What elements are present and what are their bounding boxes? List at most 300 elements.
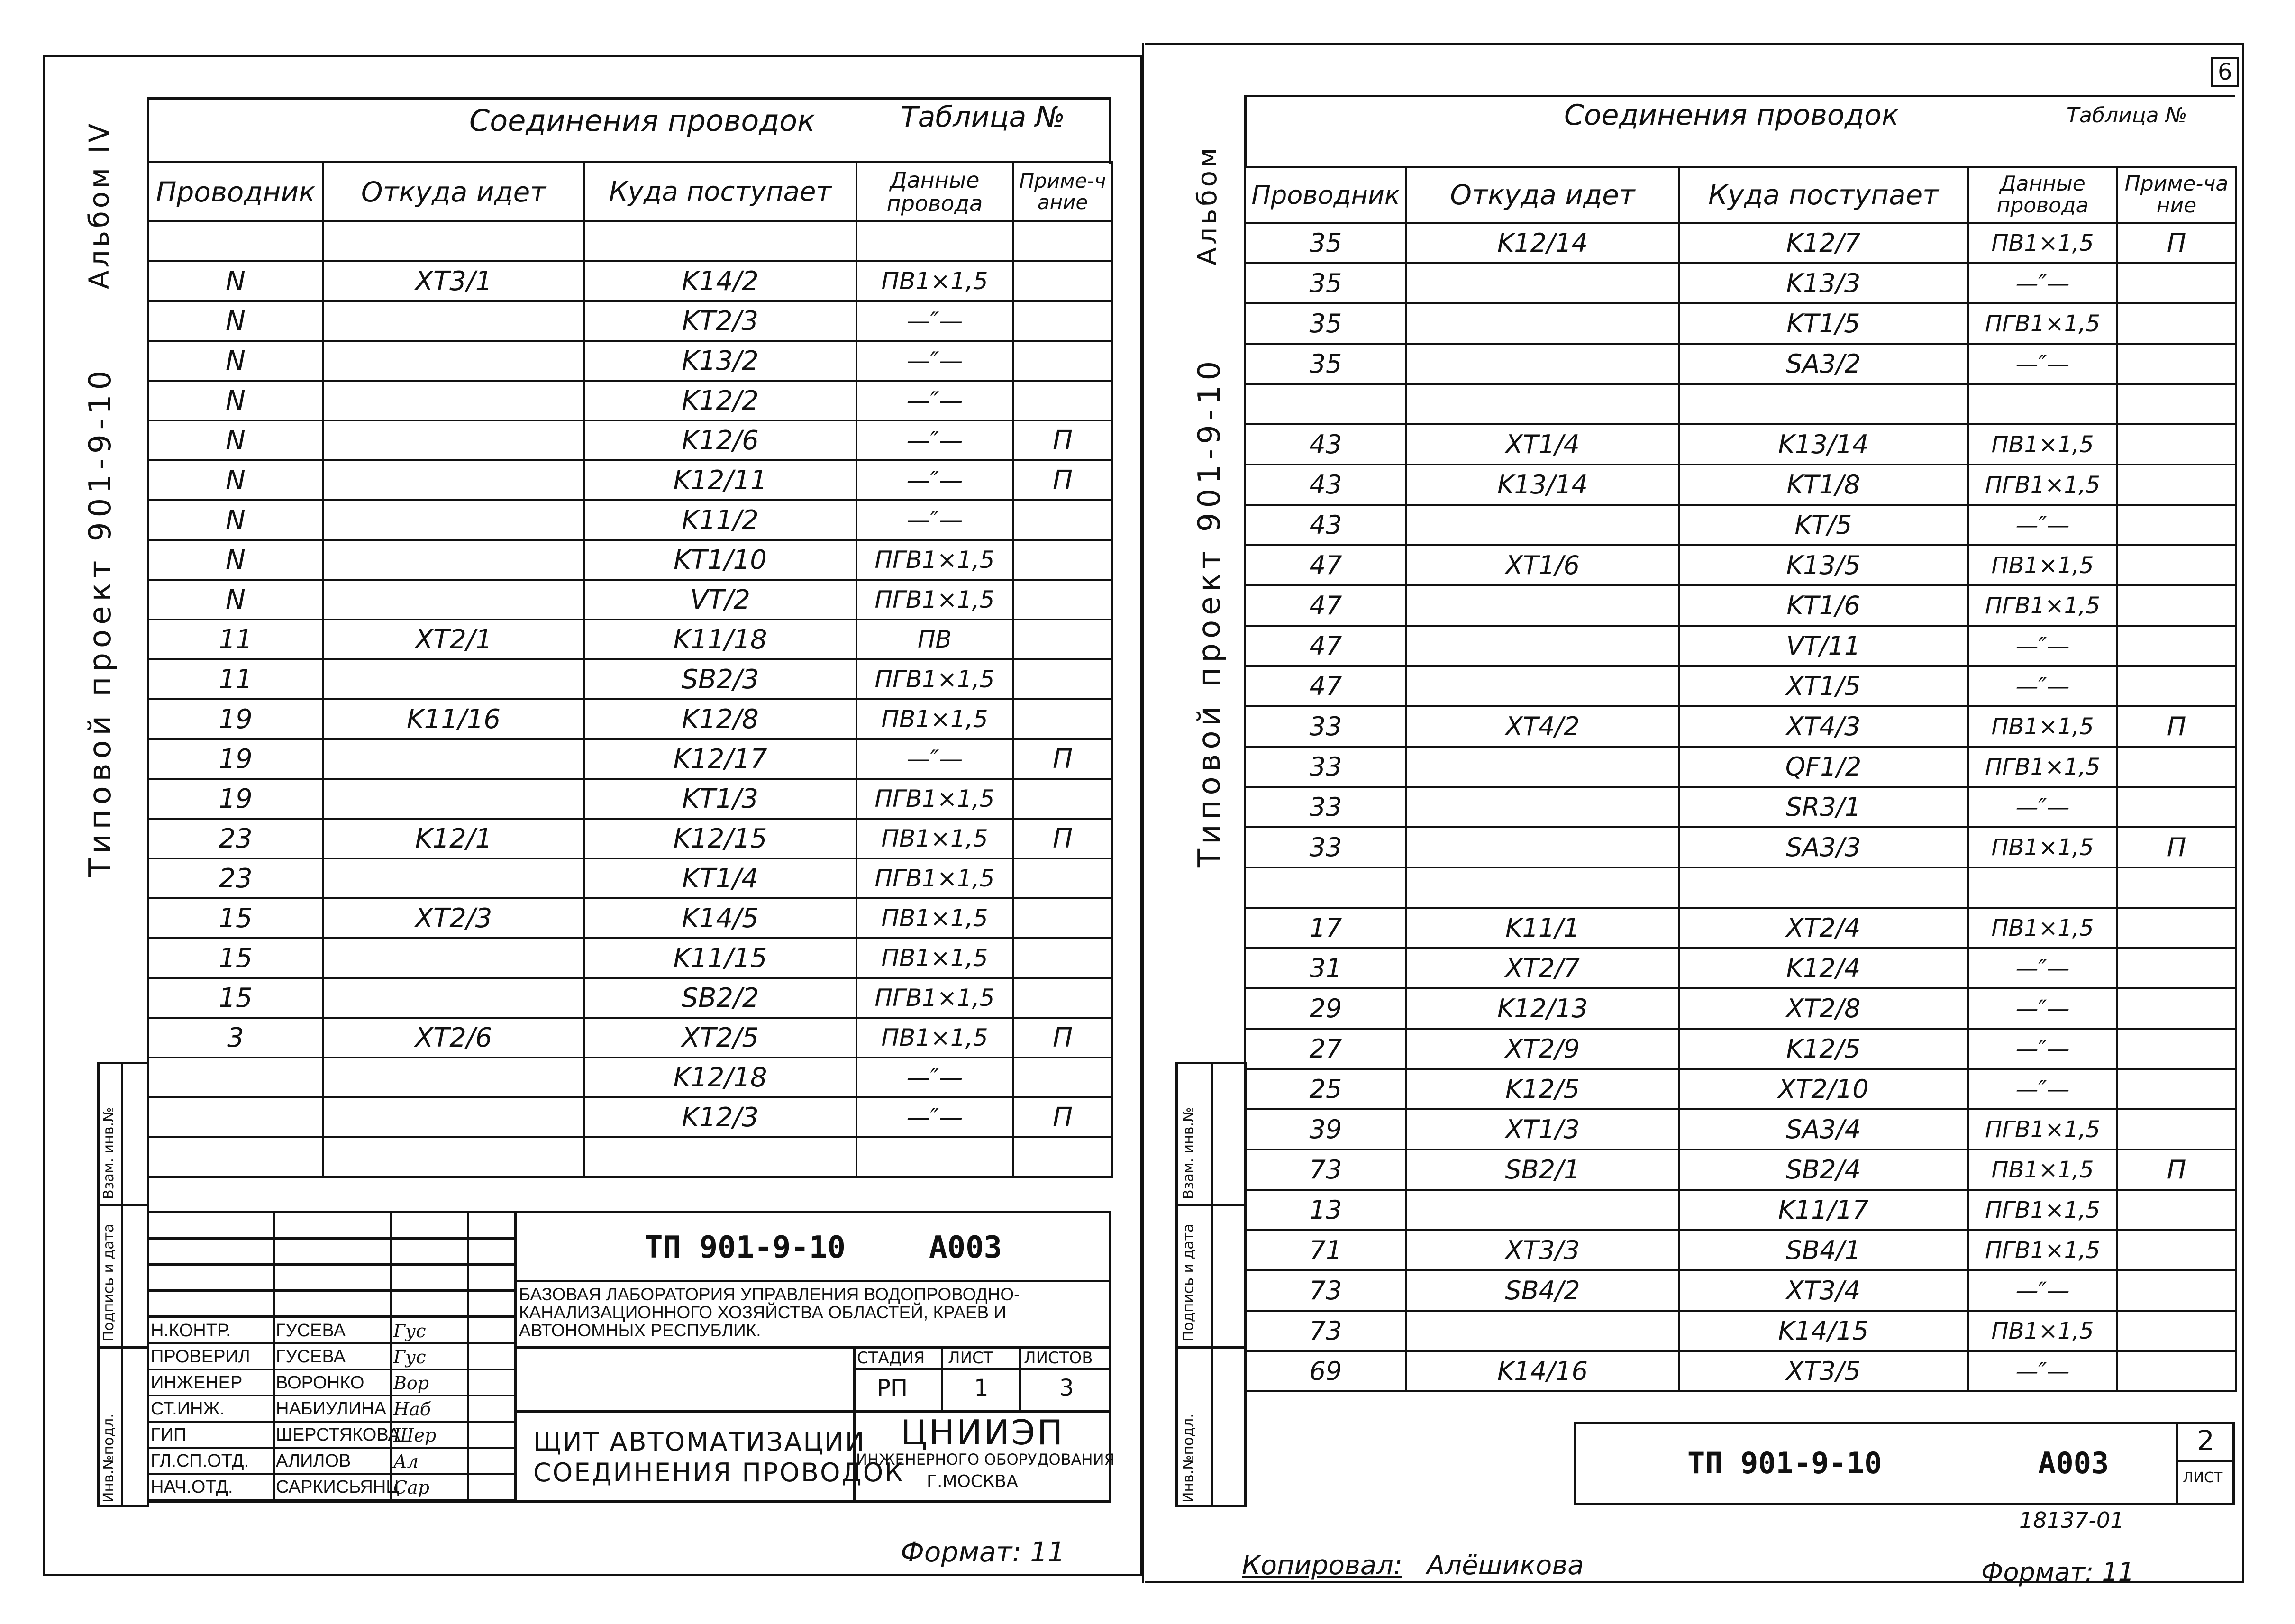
cell-note (2117, 585, 2236, 626)
cell-to: KT1/3 (584, 779, 856, 819)
cell-note (2117, 1230, 2236, 1270)
cell-from: K11/1 (1406, 908, 1679, 948)
cell-from (323, 341, 584, 381)
table-row (1245, 585, 2236, 626)
cell-to: XT2/5 (584, 1018, 856, 1058)
stamp-signature: Гус (393, 1347, 426, 1368)
cell-wire: —″— (856, 739, 1013, 779)
cell-to: XT2/8 (1679, 988, 1968, 1029)
cell-conductor: 71 (1245, 1230, 1406, 1270)
cell-wire (856, 221, 1013, 261)
cell-wire: —″— (856, 1058, 1013, 1097)
cell-from (1406, 263, 1679, 303)
cell-to: K13/2 (584, 341, 856, 381)
cell-to: K14/2 (584, 261, 856, 301)
cell-from: K12/13 (1406, 988, 1679, 1029)
cell-from (1406, 626, 1679, 666)
cell-to: XT1/5 (1679, 666, 1968, 706)
cell-from (323, 301, 584, 341)
table-row (148, 739, 1112, 779)
cell-to (1679, 384, 1968, 424)
cell-note (2117, 1270, 2236, 1311)
cell-wire: ПГВ1×1,5 (1968, 1190, 2117, 1230)
table-row (148, 1058, 1112, 1097)
cell-conductor (1245, 384, 1406, 424)
cell-from: XT2/1 (323, 620, 584, 659)
left-col-note: Приме-чание (1013, 162, 1112, 221)
cell-conductor: 15 (148, 938, 323, 978)
cell-note (1013, 341, 1112, 381)
table-row (1245, 424, 2236, 465)
cell-wire: ПГВ1×1,5 (856, 540, 1013, 580)
cell-note (1013, 620, 1112, 659)
stamp-signature: Ал (393, 1451, 419, 1472)
copied-label: Копировал: (1242, 1550, 1402, 1581)
cell-wire: —″— (1968, 666, 2117, 706)
table-row (148, 1137, 1112, 1177)
cell-to: K12/18 (584, 1058, 856, 1097)
left-stamp-replace: Взам. инв.№ (100, 1107, 117, 1199)
stamp-role: ПРОВЕРИЛ (151, 1347, 250, 1367)
table-row (1245, 1270, 2236, 1311)
cell-to: VT/2 (584, 580, 856, 620)
cell-from (323, 580, 584, 620)
cell-to: K12/4 (1679, 948, 1968, 988)
stamp-signature: Сар (393, 1477, 430, 1498)
table-row (1245, 948, 2236, 988)
table-row (1245, 827, 2236, 867)
cell-from: SB2/1 (1406, 1150, 1679, 1190)
cell-wire: —″— (1968, 1351, 2117, 1391)
table-row (148, 1097, 1112, 1137)
cell-conductor: 43 (1245, 505, 1406, 545)
cell-to: K14/5 (584, 898, 856, 938)
cell-from (323, 858, 584, 898)
cell-to: K12/11 (584, 460, 856, 500)
left-col-from: Откуда идет (323, 162, 584, 221)
cell-from (323, 500, 584, 540)
cell-note (1013, 938, 1112, 978)
table-row (1245, 1069, 2236, 1109)
cell-note: П (2117, 1150, 2236, 1190)
cell-conductor: 31 (1245, 948, 1406, 988)
table-row (1245, 666, 2236, 706)
cell-to: KT1/6 (1679, 585, 1968, 626)
table-row (1245, 1230, 2236, 1270)
cell-conductor: 33 (1245, 706, 1406, 747)
left-stamp-stage: РП (877, 1375, 908, 1401)
cell-wire: ПГВ1×1,5 (1968, 465, 2117, 505)
cell-from (323, 659, 584, 699)
table-row (148, 978, 1112, 1018)
stamp-role: ГИП (151, 1425, 187, 1445)
cell-conductor: N (148, 580, 323, 620)
cell-note (2117, 1190, 2236, 1230)
cell-conductor: N (148, 301, 323, 341)
table-row (148, 779, 1112, 819)
cell-from: XT2/7 (1406, 948, 1679, 988)
cell-wire: ПГВ1×1,5 (856, 580, 1013, 620)
cell-from (1406, 666, 1679, 706)
left-col-wire: Данные провода (856, 162, 1013, 221)
cell-from (323, 540, 584, 580)
left-stamp-org: ЦНИИЭП (901, 1413, 1065, 1452)
cell-conductor: 35 (1245, 223, 1406, 263)
stamp-name: ШЕРСТЯКОВА (276, 1425, 400, 1445)
left-stamp-city: Г.МОСКВА (927, 1472, 1018, 1491)
cell-conductor: 17 (1245, 908, 1406, 948)
left-stamp-album: А003 (929, 1230, 1002, 1265)
left-table-number: Таблица № (901, 100, 1065, 134)
cell-to: K11/17 (1679, 1190, 1968, 1230)
stamp-name: ГУСЕВА (276, 1321, 346, 1341)
right-album-label: Альбом (1192, 145, 1223, 265)
cell-note (1013, 580, 1112, 620)
cell-from (323, 460, 584, 500)
cell-from: XT2/6 (323, 1018, 584, 1058)
cell-wire: ПВ1×1,5 (1968, 706, 2117, 747)
cell-note (2117, 626, 2236, 666)
cell-wire: ПВ1×1,5 (1968, 908, 2117, 948)
cell-from (1406, 344, 1679, 384)
cell-from (1406, 787, 1679, 827)
table-row (1245, 1109, 2236, 1150)
right-table-title: Соединения проводок (1564, 99, 1899, 132)
right-corner-mark: 6 (2211, 57, 2239, 87)
stamp-signature: Вор (393, 1373, 429, 1394)
cell-to: K11/18 (584, 620, 856, 659)
cell-to: SA3/4 (1679, 1109, 1968, 1150)
cell-to: K11/15 (584, 938, 856, 978)
cell-note (2117, 988, 2236, 1029)
cell-wire: ПГВ1×1,5 (1968, 585, 2117, 626)
cell-note (1013, 540, 1112, 580)
right-stamp-sheet: 2 (2197, 1424, 2214, 1457)
cell-from (323, 938, 584, 978)
cell-to: KT1/5 (1679, 303, 1968, 344)
cell-to: KT1/4 (584, 858, 856, 898)
cell-wire: —″— (1968, 344, 2117, 384)
cell-conductor: 73 (1245, 1311, 1406, 1351)
cell-from (323, 221, 584, 261)
cell-wire: ПВ (856, 620, 1013, 659)
cell-to: SB4/1 (1679, 1230, 1968, 1270)
table-row (1245, 1351, 2236, 1391)
right-stamp-inv: Инв.№подл. (1180, 1414, 1197, 1503)
cell-to: SA3/2 (1679, 344, 1968, 384)
cell-from (1406, 585, 1679, 626)
cell-conductor: 13 (1245, 1190, 1406, 1230)
left-stamp-subject: БАЗОВАЯ ЛАБОРАТОРИЯ УПРАВЛЕНИЯ ВОДОПРОВОДНО-КАНАЛИЗАЦИОННОГО ХОЗЯЙСТВА ОБЛАСТЕЙ, КРАЕВ И АВТОНОМНЫХ РЕСПУБЛИК. (519, 1285, 1020, 1340)
cell-to: KT1/10 (584, 540, 856, 580)
table-row (1245, 787, 2236, 827)
cell-from: XT4/2 (1406, 706, 1679, 747)
cell-wire: ПВ1×1,5 (856, 1018, 1013, 1058)
right-stamp-replace: Взам. инв.№ (1180, 1107, 1197, 1199)
table-row (148, 898, 1112, 938)
left-col-conductor: Проводник (148, 162, 323, 221)
cell-wire: ПГВ1×1,5 (1968, 747, 2117, 787)
table-row (148, 659, 1112, 699)
cell-conductor: 3 (148, 1018, 323, 1058)
cell-from (323, 779, 584, 819)
cell-wire: —″— (856, 341, 1013, 381)
cell-from (1406, 505, 1679, 545)
cell-conductor: N (148, 500, 323, 540)
center-divider (1142, 43, 1144, 1583)
right-stamp-code: ТП 901-9-10 (1687, 1446, 1882, 1480)
cell-note: П (1013, 1097, 1112, 1137)
table-row (148, 381, 1112, 420)
cell-conductor: 73 (1245, 1270, 1406, 1311)
stamp-name: НАБИУЛИНА (276, 1399, 386, 1419)
cell-wire: —″— (856, 500, 1013, 540)
cell-note (1013, 779, 1112, 819)
cell-note (2117, 424, 2236, 465)
cell-from: K12/1 (323, 819, 584, 858)
cell-to: K12/2 (584, 381, 856, 420)
cell-conductor: 33 (1245, 747, 1406, 787)
cell-note (1013, 1058, 1112, 1097)
cell-note (1013, 659, 1112, 699)
cell-to: K12/17 (584, 739, 856, 779)
right-stamp (1574, 1422, 2235, 1505)
cell-note (2117, 465, 2236, 505)
cell-to: K12/3 (584, 1097, 856, 1137)
cell-from (323, 1058, 584, 1097)
cell-from: K12/5 (1406, 1069, 1679, 1109)
cell-note: П (1013, 739, 1112, 779)
cell-note: П (1013, 460, 1112, 500)
right-col-note: Приме-чание (2117, 167, 2236, 223)
cell-note (2117, 948, 2236, 988)
cell-to: XT3/5 (1679, 1351, 1968, 1391)
cell-wire: ПВ1×1,5 (1968, 827, 2117, 867)
cell-wire (1968, 384, 2117, 424)
cell-to: K12/6 (584, 420, 856, 460)
cell-wire: ПВ1×1,5 (1968, 424, 2117, 465)
table-row (148, 500, 1112, 540)
table-row (1245, 263, 2236, 303)
cell-wire: —″— (1968, 505, 2117, 545)
cell-from: XT1/6 (1406, 545, 1679, 585)
cell-from (1406, 303, 1679, 344)
cell-conductor: 43 (1245, 424, 1406, 465)
left-stamp-sheet: 1 (974, 1375, 989, 1401)
cell-conductor: 47 (1245, 585, 1406, 626)
stamp-name: АЛИЛОВ (276, 1451, 351, 1471)
right-format: Формат: 11 (1981, 1557, 2135, 1587)
cell-note (2117, 1029, 2236, 1069)
cell-wire: ПВ1×1,5 (856, 699, 1013, 739)
table-row (148, 420, 1112, 460)
cell-note (1013, 699, 1112, 739)
cell-conductor: 25 (1245, 1069, 1406, 1109)
cell-conductor: 11 (148, 620, 323, 659)
cell-from (323, 978, 584, 1018)
right-col-wire: Данные провода (1968, 167, 2117, 223)
table-row (1245, 908, 2236, 948)
cell-note (1013, 500, 1112, 540)
cell-conductor (148, 1137, 323, 1177)
cell-wire: —″— (1968, 988, 2117, 1029)
left-stamp-sheet-label: ЛИСТ (948, 1349, 993, 1368)
table-row (148, 620, 1112, 659)
table-row (148, 938, 1112, 978)
cell-wire: —″— (1968, 263, 2117, 303)
stamp-name: ВОРОНКО (276, 1373, 364, 1393)
cell-from: XT2/9 (1406, 1029, 1679, 1069)
cell-wire (856, 1137, 1013, 1177)
table-row (1245, 223, 2236, 263)
cell-conductor: 19 (148, 699, 323, 739)
cell-from: K12/14 (1406, 223, 1679, 263)
right-table-number: Таблица № (2067, 103, 2187, 128)
cell-conductor: 23 (148, 819, 323, 858)
cell-wire: ПГВ1×1,5 (1968, 1109, 2117, 1150)
cell-to: KT1/8 (1679, 465, 1968, 505)
table-row (148, 301, 1112, 341)
cell-to: SA3/3 (1679, 827, 1968, 867)
left-header-row (148, 162, 1112, 221)
cell-from (323, 381, 584, 420)
table-row (148, 540, 1112, 580)
right-col-to: Куда поступает (1679, 167, 1968, 223)
left-stamp-stage-label: СТАДИЯ (857, 1349, 925, 1368)
cell-wire: —″— (856, 301, 1013, 341)
table-row (148, 858, 1112, 898)
cell-from (323, 420, 584, 460)
cell-note (2117, 1351, 2236, 1391)
left-table-title: Соединения проводок (469, 103, 815, 138)
cell-note (2117, 263, 2236, 303)
cell-conductor: 35 (1245, 344, 1406, 384)
cell-note (1013, 898, 1112, 938)
stamp-role: ИНЖЕНЕР (151, 1373, 243, 1393)
cell-to: K12/8 (584, 699, 856, 739)
cell-from: XT1/3 (1406, 1109, 1679, 1150)
cell-wire: —″— (856, 381, 1013, 420)
cell-wire: ПВ1×1,5 (856, 819, 1013, 858)
table-row (1245, 706, 2236, 747)
cell-note (2117, 666, 2236, 706)
cell-note (1013, 858, 1112, 898)
table-row (148, 221, 1112, 261)
left-stamp-title-1: ЩИТ АВТОМАТИЗАЦИИ (533, 1427, 866, 1457)
table-row (148, 580, 1112, 620)
cell-wire: ПВ1×1,5 (856, 938, 1013, 978)
cell-wire: ПГВ1×1,5 (856, 978, 1013, 1018)
cell-note (1013, 221, 1112, 261)
right-col-from: Откуда идет (1406, 167, 1679, 223)
table-row (148, 460, 1112, 500)
table-row (148, 819, 1112, 858)
table-row (1245, 988, 2236, 1029)
table-row (1245, 303, 2236, 344)
cell-note (2117, 303, 2236, 344)
cell-to: K12/7 (1679, 223, 1968, 263)
left-stamp-org-2: ИНЖЕНЕРНОГО ОБОРУДОВАНИЯ (856, 1451, 1115, 1469)
copied-name: Алёшикова (1427, 1550, 1584, 1581)
cell-to (584, 221, 856, 261)
cell-wire: ПГВ1×1,5 (856, 659, 1013, 699)
left-album-label: Альбом IV (83, 120, 115, 289)
cell-note (2117, 867, 2236, 908)
cell-conductor: N (148, 261, 323, 301)
right-ref: 18137-01 (2019, 1507, 2124, 1533)
cell-conductor: 19 (148, 779, 323, 819)
cell-wire: —″— (856, 460, 1013, 500)
cell-wire: —″— (856, 1097, 1013, 1137)
cell-to: KT/5 (1679, 505, 1968, 545)
cell-wire: —″— (1968, 626, 2117, 666)
cell-conductor: 23 (148, 858, 323, 898)
table-row (1245, 545, 2236, 585)
cell-to: K12/5 (1679, 1029, 1968, 1069)
cell-conductor: 47 (1245, 626, 1406, 666)
cell-wire: ПГВ1×1,5 (1968, 303, 2117, 344)
cell-note (1013, 301, 1112, 341)
cell-note (1013, 1137, 1112, 1177)
table-row (148, 1018, 1112, 1058)
cell-conductor: 15 (148, 898, 323, 938)
cell-note: П (2117, 827, 2236, 867)
cell-conductor: 69 (1245, 1351, 1406, 1391)
cell-note (2117, 1109, 2236, 1150)
left-stamp-code: ТП 901-9-10 (645, 1230, 846, 1265)
left-stamp-sheets: 3 (1059, 1375, 1074, 1401)
left-project-label: Типовой проект 901-9-10 (83, 365, 118, 877)
cell-conductor: 73 (1245, 1150, 1406, 1190)
cell-note: П (2117, 706, 2236, 747)
table-row (148, 261, 1112, 301)
cell-wire: ПГВ1×1,5 (856, 858, 1013, 898)
table-row (1245, 747, 2236, 787)
stamp-signature: Шер (393, 1425, 437, 1446)
cell-from: XT3/3 (1406, 1230, 1679, 1270)
table-row (1245, 1190, 2236, 1230)
cell-wire: ПВ1×1,5 (1968, 545, 2117, 585)
cell-from (1406, 1311, 1679, 1351)
cell-from: K11/16 (323, 699, 584, 739)
stamp-role: ГЛ.СП.ОТД. (151, 1451, 249, 1471)
table-row (1245, 1311, 2236, 1351)
cell-from: XT3/1 (323, 261, 584, 301)
stamp-role: НАЧ.ОТД. (151, 1477, 233, 1497)
cell-wire: —″— (1968, 948, 2117, 988)
cell-from (1406, 384, 1679, 424)
cell-wire: —″— (856, 420, 1013, 460)
cell-wire: ПВ1×1,5 (1968, 223, 2117, 263)
cell-to: SR3/1 (1679, 787, 1968, 827)
cell-from: SB4/2 (1406, 1270, 1679, 1311)
table-row (148, 699, 1112, 739)
table-row (1245, 505, 2236, 545)
cell-wire (1968, 867, 2117, 908)
table-row (1245, 344, 2236, 384)
cell-wire: —″— (1968, 787, 2117, 827)
cell-to: K13/14 (1679, 424, 1968, 465)
cell-to (584, 1137, 856, 1177)
cell-note (2117, 787, 2236, 827)
cell-note (1013, 978, 1112, 1018)
cell-conductor: N (148, 341, 323, 381)
cell-note (2117, 384, 2236, 424)
cell-from (323, 739, 584, 779)
cell-conductor: N (148, 540, 323, 580)
cell-from (323, 1137, 584, 1177)
right-wire-table (1244, 166, 2237, 1392)
